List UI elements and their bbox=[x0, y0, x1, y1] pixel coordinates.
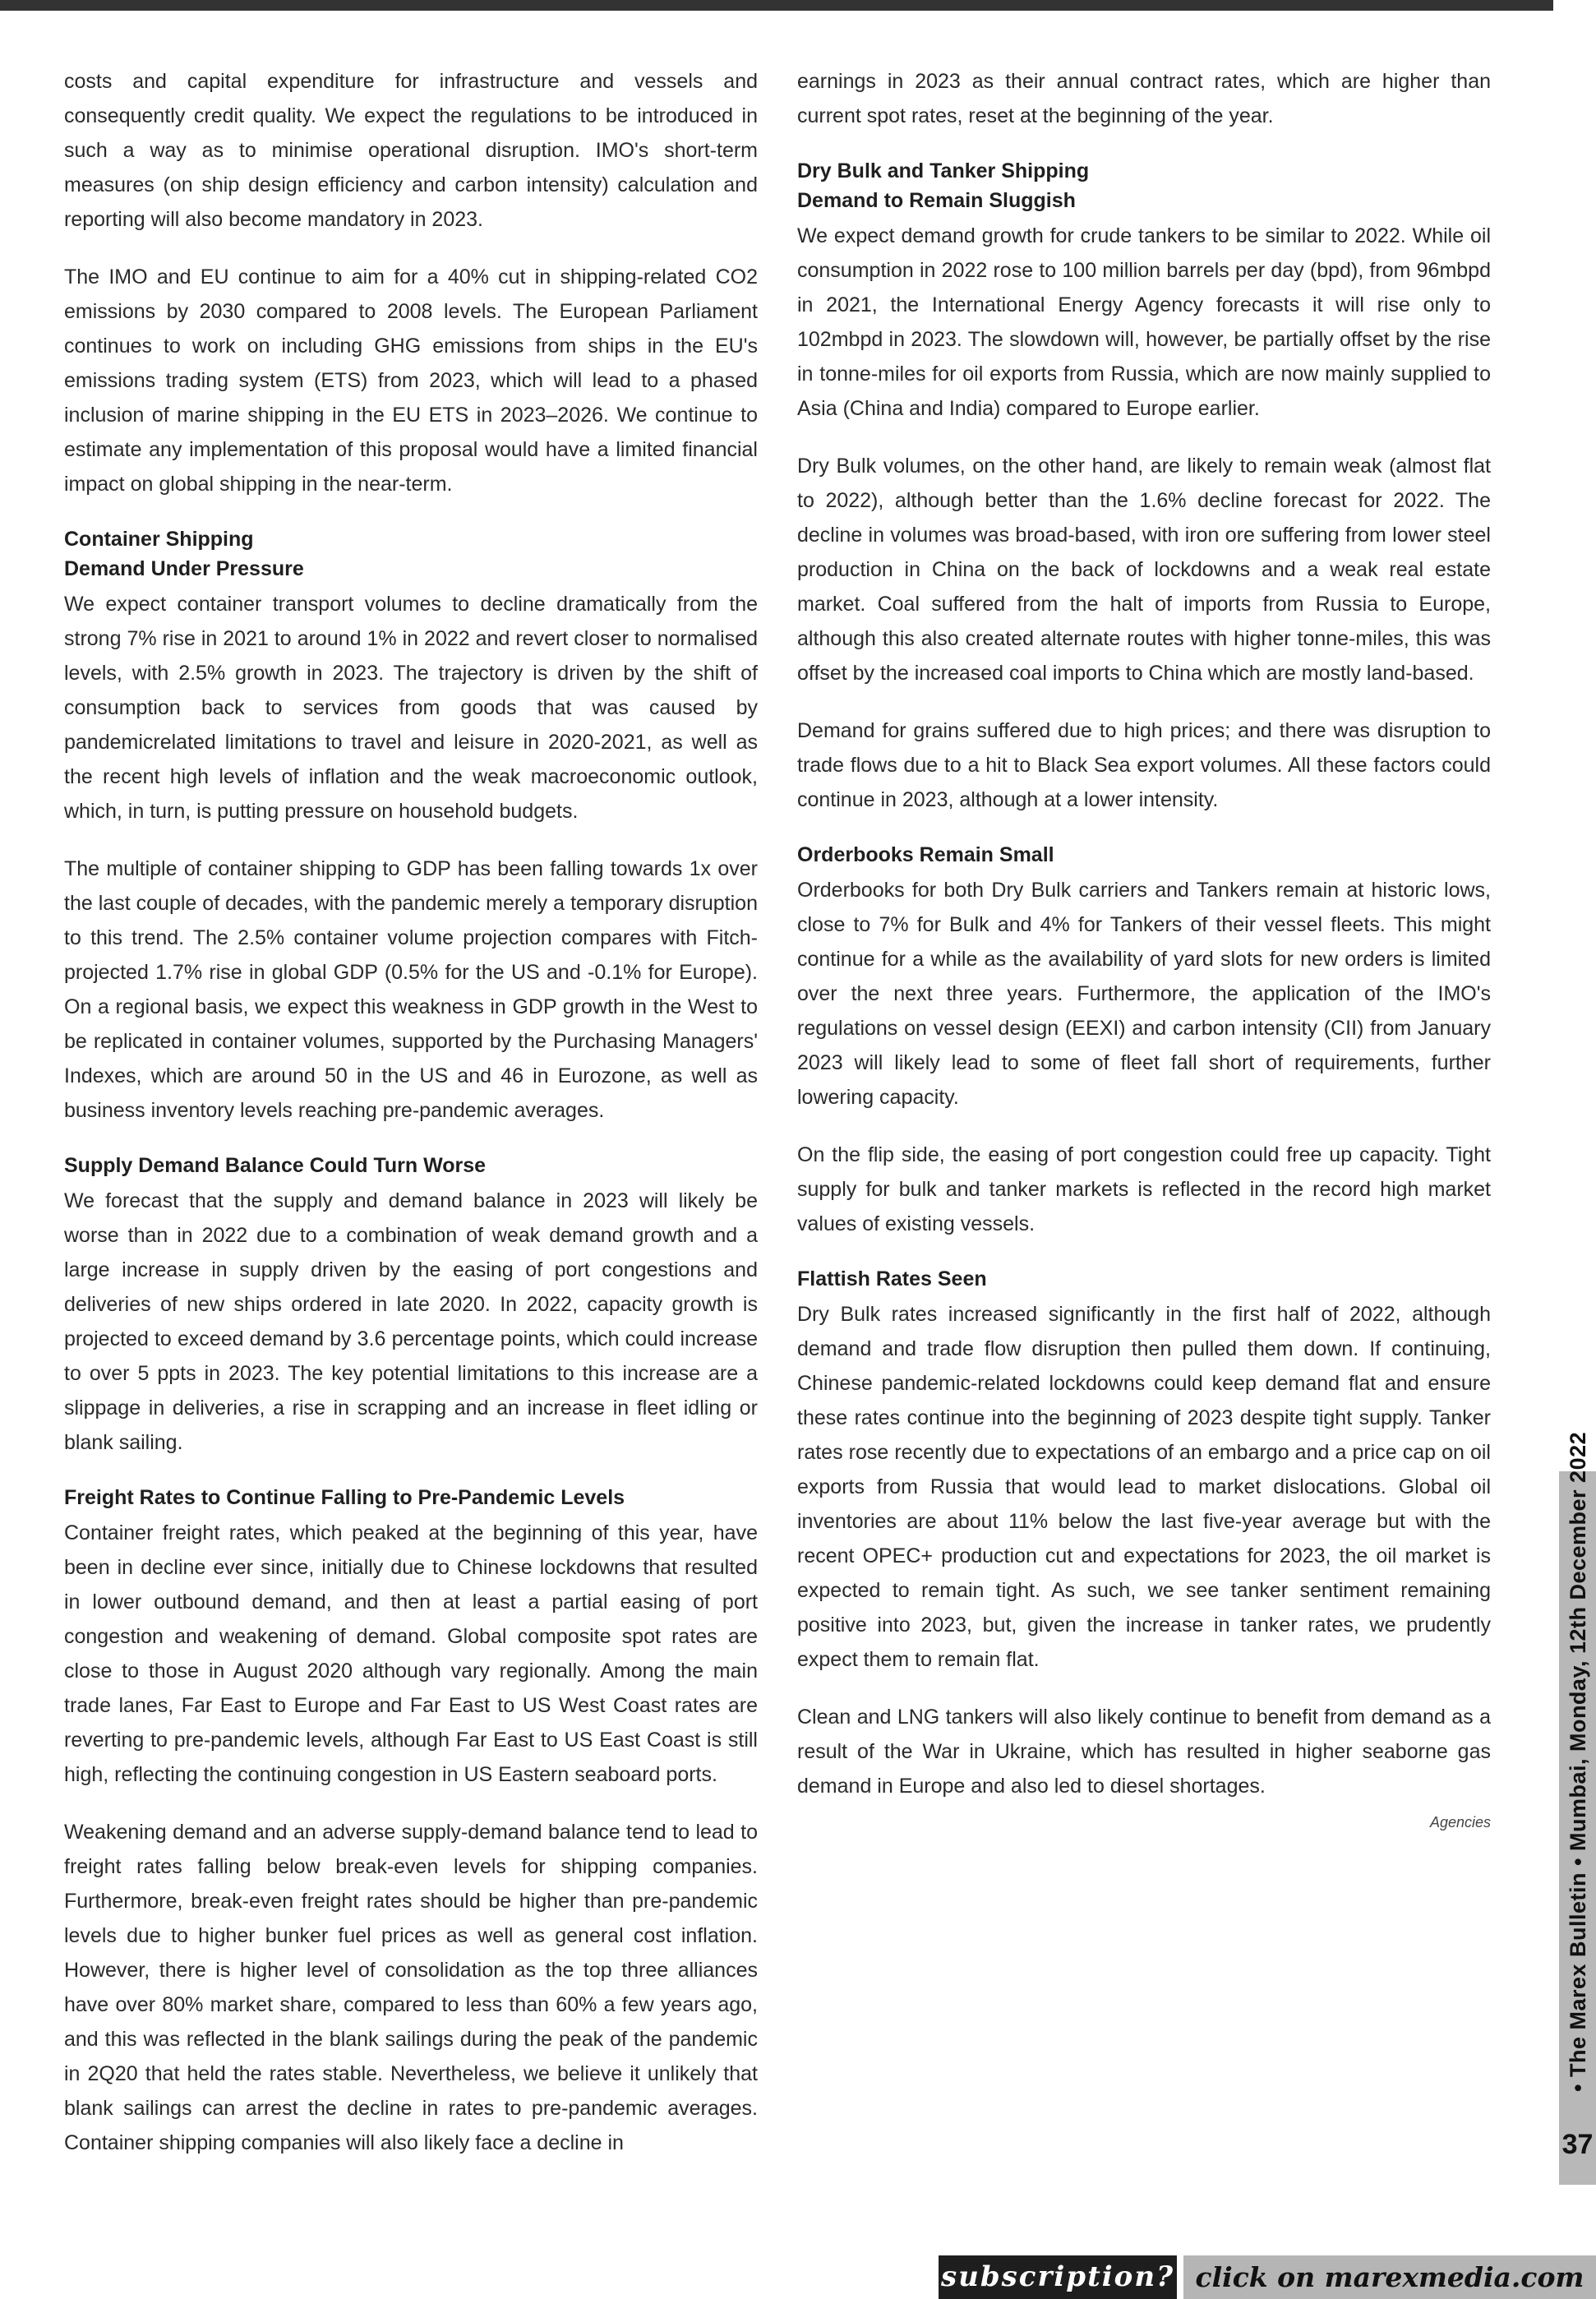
section-subheading: Demand Under Pressure bbox=[64, 557, 304, 580]
subscription-label: subscription? bbox=[939, 2255, 1177, 2299]
right-column bbox=[797, 64, 1491, 1835]
paragraph: Orderbooks for both Dry Bulk carriers and Tankers remain at historic lows, close to 7% for Bulk and 4% for Tankers of their vessel fleets. This might continue for a while as the availability of yard slots for new orders is limited over the next three years. Furthermore, the application of the IMO's regulations on vessel design (EEXI) and carbon intensity (CII) from January 2023 will likely lead to some of fleet fall short of requirements, further lowering capacity. bbox=[797, 879, 1491, 1109]
paragraph: We expect container transport volumes to decline dramatically from the strong 7% rise in 2021 to around 1% in 2022 and revert closer to normalised levels, with 2.5% growth in 2023. The trajectory is driven by the shift of consumption back to services from goods that was caused by pandemicrelated limitations to travel and leisure in 2020-2021, as well as the recent high levels of inflation and the weak macroeconomic outlook, which, in turn, is putting pressure on household budgets. bbox=[64, 593, 758, 823]
section-heading-group bbox=[64, 1483, 758, 1512]
section-heading: Container Shipping bbox=[64, 528, 254, 551]
paragraph: Clean and LNG tankers will also likely continue to benefit from demand as a result of the War in Ukraine, which has resulted in higher seaborne gas demand in Europe and also led to diesel shortages. bbox=[797, 1706, 1491, 1798]
paragraph: On the flip side, the easing of port congestion could free up capacity. Tight supply for bulk and tanker markets is reflected in the record high market values of existing vessels. bbox=[797, 1143, 1491, 1235]
section-heading: Supply Demand Balance Could Turn Worse bbox=[64, 1154, 487, 1177]
paragraph: Demand for grains suffered due to high prices; and there was disruption to trade flows due to a hit to Black Sea export volumes. All these factors could continue in 2023, although at a lower intensity. bbox=[797, 719, 1491, 811]
section-heading: Orderbooks Remain Small bbox=[797, 843, 1054, 866]
paragraph: earnings in 2023 as their annual contract rates, which are higher than current spot rates, reset at the beginning of the year. bbox=[797, 70, 1491, 127]
subscription-link[interactable]: click on marexmedia.com bbox=[1183, 2255, 1596, 2299]
section-heading-group bbox=[797, 840, 1491, 870]
section-heading-group bbox=[64, 1151, 758, 1180]
page-number: 37 bbox=[1561, 2129, 1594, 2160]
paragraph: The IMO and EU continue to aim for a 40% cut in shipping-related CO2 emissions by 2030 compared to 2008 levels. The European Parliament continues to work on including GHG emissions from ships in the EU's emissions trading system (ETS) from 2023, which will lead to a phased inclusion of marine shipping in the EU ETS in 2023–2026. We continue to estimate any implementation of this proposal would have a limited financial impact on global shipping in the near-term. bbox=[64, 265, 758, 496]
paragraph: We expect demand growth for crude tankers to be similar to 2022. While oil consumption in 2022 rose to 100 million barrels per day (bpd), from 96mbpd in 2021, the International Energy Agency forecasts it will rise only to 102mbpd in 2023. The slowdown will, however, be partially offset by the rise in tonne-miles for oil exports from Russia, which are now mainly supplied to Asia (China and India) compared to Europe earlier. bbox=[797, 224, 1491, 420]
article-credit: Agencies bbox=[1429, 1814, 1491, 1830]
section-heading-group bbox=[797, 156, 1491, 215]
section-subheading: Demand to Remain Sluggish bbox=[797, 189, 1076, 212]
paragraph: We forecast that the supply and demand balance in 2023 will likely be worse than in 2022 due to a combination of weak demand growth and a large increase in supply driven by the easing of port congestions and deliveries of new ships ordered in late 2020. In 2022, capacity growth is projected to exceed demand by 3.6 percentage points, which could increase to over 5 ppts in 2023. The key potential limitations to this increase are a slippage in deliveries, a rise in scrapping and an increase in fleet idling or blank sailing. bbox=[64, 1189, 758, 1454]
paragraph: The multiple of container shipping to GDP has been falling towards 1x over the last couple of decades, with the pandemic merely a temporary disruption to this trend. The 2.5% container volume projection compares with Fitch-projected 1.7% rise in global GDP (0.5% for the US and -0.1% for Europe). On a regional basis, we expect this weakness in GDP growth in the West to be replicated in container volumes, supported by the Purchasing Managers' Indexes, which are around 50 in the US and 46 in Eurozone, as well as business inventory levels reaching pre-pandemic averages. bbox=[64, 857, 758, 1122]
section-heading: Dry Bulk and Tanker Shipping bbox=[797, 159, 1090, 182]
paragraph: costs and capital expenditure for infrastructure and vessels and consequently credit quality. We expect the regulations to be introduced in such a way as to minimise operational disruption. IMO's short-term measures (on ship design efficiency and carbon intensity) calculation and reporting will also become mandatory in 2023. bbox=[64, 70, 758, 231]
publication-line: • The Marex Bulletin • Mumbai, Monday, 12th December 2022 bbox=[1566, 1431, 1590, 2092]
top-rule bbox=[0, 0, 1553, 11]
section-heading-group bbox=[797, 1264, 1491, 1294]
section-heading: Flattish Rates Seen bbox=[797, 1267, 987, 1290]
section-heading: Freight Rates to Continue Falling to Pre-Pandemic Levels bbox=[64, 1486, 625, 1509]
section-heading-group bbox=[64, 524, 758, 584]
left-column bbox=[64, 64, 758, 2183]
paragraph: Dry Bulk rates increased significantly in the first half of 2022, although demand and trade flow disruption then pulled them down. If continuing, Chinese pandemic-related lockdowns could keep demand flat and ensure these rates continue into the beginning of 2023 despite tight supply. Tanker rates rose recently due to expectations of an embargo and a price cap on oil exports from Russia that would lead to market dislocations. Global oil inventories are about 11% below the last five-year average but with the recent OPEC+ production cut and expectations for 2023, the oil market is expected to remain tight. As such, we see tanker sentiment remaining positive into 2023, but, given the increase in tanker rates, we prudently expect them to remain flat. bbox=[797, 1303, 1491, 1671]
paragraph: Dry Bulk volumes, on the other hand, are likely to remain weak (almost flat to 2022), although better than the 1.6% decline forecast for 2022. The decline in volumes was broad-based, with iron ore suffering from lower steel production in China on the back of lockdowns and a weak real estate market. Coal suffered from the halt of imports from Russia to Europe, although this also created alternate routes with higher tonne-miles, this was offset by the increased coal imports to China which are mostly land-based. bbox=[797, 455, 1491, 685]
paragraph: Container freight rates, which peaked at the beginning of this year, have been in decline ever since, initially due to Chinese lockdowns that resulted in lower outbound demand, and then at least a partial easing of port congestion and weakening of demand. Global composite spot rates are close to those in August 2020 although vary regionally. Among the main trade lanes, Far East to Europe and Far East to US West Coast rates are reverting to pre-pandemic levels, although Far East to US East Coast is still high, reflecting the continuing congestion in US Eastern seaboard ports. bbox=[64, 1521, 758, 1786]
paragraph: Weakening demand and an adverse supply-demand balance tend to lead to freight rates falling below break-even levels for shipping companies. Furthermore, break-even freight rates should be higher than pre-pandemic levels due to higher bunker fuel prices as well as general cost inflation. However, there is higher level of consolidation as the top three alliances have over 80% market share, compared to less than 60% a few years ago, and this was reflected in the blank sailings during the peak of the pandemic in 2Q20 that held the rates stable. Nevertheless, we believe it unlikely that blank sailings can arrest the decline in rates to pre-pandemic averages. Container shipping companies will also likely face a decline in bbox=[64, 1821, 758, 2154]
